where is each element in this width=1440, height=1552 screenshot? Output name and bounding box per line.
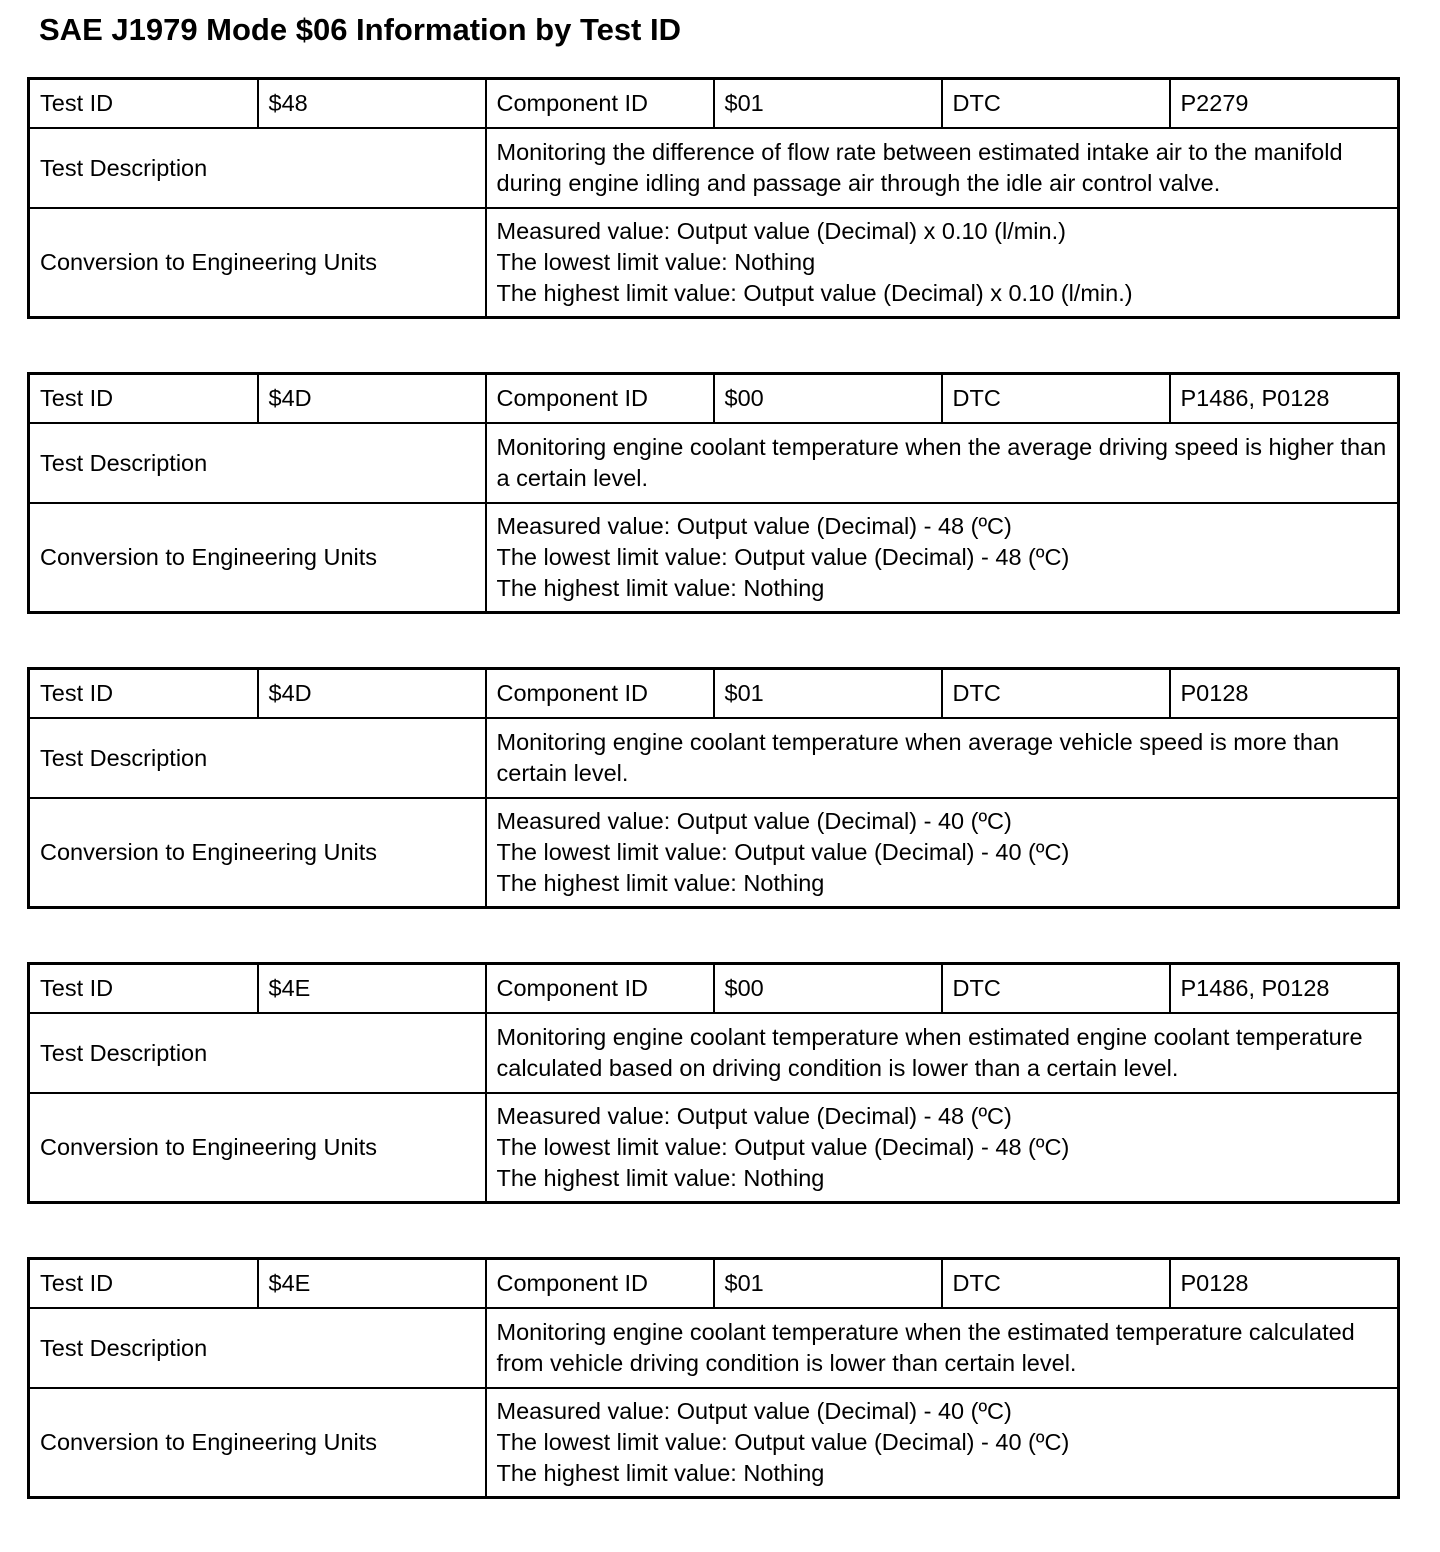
test-id-label: Test ID (29, 374, 258, 424)
id-row (29, 374, 1399, 424)
conversion-values (486, 798, 1399, 908)
measured-value: Measured value: Output value (Decimal) - 40 (ºC) (496, 808, 1012, 834)
id-row (29, 964, 1399, 1014)
test-id-table (27, 372, 1400, 614)
test-description-label: Test Description (29, 1013, 486, 1093)
conversion-row (29, 798, 1399, 908)
test-tables (27, 77, 1397, 1552)
conversion-label: Conversion to Engineering Units (29, 503, 486, 613)
conversion-values (486, 208, 1399, 318)
conversion-values (486, 1388, 1399, 1498)
test-id-table (27, 962, 1400, 1204)
highest-limit-value: The highest limit value: Nothing (496, 1165, 825, 1191)
lowest-limit-value: The lowest limit value: Nothing (496, 249, 816, 275)
test-id-value: $48 (258, 79, 486, 129)
highest-limit-value: The highest limit value: Nothing (496, 870, 825, 896)
component-id-label: Component ID (486, 1259, 714, 1309)
dtc-value: P1486, P0128 (1170, 374, 1399, 424)
description-row (29, 1013, 1399, 1093)
test-description-label: Test Description (29, 1308, 486, 1388)
test-id-table (27, 1257, 1400, 1499)
dtc-value: P0128 (1170, 669, 1399, 719)
conversion-label: Conversion to Engineering Units (29, 208, 486, 318)
description-row (29, 128, 1399, 208)
conversion-row (29, 1093, 1399, 1203)
test-id-value: $4D (258, 669, 486, 719)
test-description-label: Test Description (29, 128, 486, 208)
lowest-limit-value: The lowest limit value: Output value (Decimal) - 40 (ºC) (496, 1429, 1070, 1455)
component-id-value: $01 (714, 79, 942, 129)
dtc-label: DTC (942, 669, 1170, 719)
lowest-limit-value: The lowest limit value: Output value (Decimal) - 48 (ºC) (496, 544, 1070, 570)
id-row (29, 669, 1399, 719)
component-id-label: Component ID (486, 669, 714, 719)
page-title: SAE J1979 Mode $06 Information by Test ID (39, 12, 681, 47)
component-id-label: Component ID (486, 964, 714, 1014)
test-description-label: Test Description (29, 718, 486, 798)
component-id-value: $00 (714, 374, 942, 424)
dtc-value: P2279 (1170, 79, 1399, 129)
description-row (29, 1308, 1399, 1388)
test-description-value: Monitoring engine coolant temperature when estimated engine coolant temperature calculated based on driving condition is lower than a certain level. (486, 1013, 1399, 1093)
component-id-label: Component ID (486, 79, 714, 129)
measured-value: Measured value: Output value (Decimal) x 0.10 (l/min.) (496, 218, 1066, 244)
test-id-table (27, 667, 1400, 909)
test-description-value: Monitoring engine coolant temperature when the estimated temperature calculated from vehicle driving condition is lower than certain level. (486, 1308, 1399, 1388)
test-description-label: Test Description (29, 423, 486, 503)
component-id-value: $00 (714, 964, 942, 1014)
dtc-value: P0128 (1170, 1259, 1399, 1309)
conversion-row (29, 208, 1399, 318)
lowest-limit-value: The lowest limit value: Output value (Decimal) - 48 (ºC) (496, 1134, 1070, 1160)
conversion-values (486, 1093, 1399, 1203)
dtc-value: P1486, P0128 (1170, 964, 1399, 1014)
conversion-values (486, 503, 1399, 613)
test-id-label: Test ID (29, 669, 258, 719)
conversion-label: Conversion to Engineering Units (29, 798, 486, 908)
conversion-label: Conversion to Engineering Units (29, 1093, 486, 1203)
id-row (29, 79, 1399, 129)
dtc-label: DTC (942, 79, 1170, 129)
test-id-value: $4E (258, 1259, 486, 1309)
test-id-label: Test ID (29, 1259, 258, 1309)
conversion-row (29, 1388, 1399, 1498)
component-id-label: Component ID (486, 374, 714, 424)
test-id-value: $4D (258, 374, 486, 424)
highest-limit-value: The highest limit value: Output value (Decimal) x 0.10 (l/min.) (496, 280, 1133, 306)
test-description-value: Monitoring engine coolant temperature when average vehicle speed is more than certain level. (486, 718, 1399, 798)
measured-value: Measured value: Output value (Decimal) - 48 (ºC) (496, 1103, 1012, 1129)
test-id-table (27, 77, 1400, 319)
test-id-label: Test ID (29, 964, 258, 1014)
conversion-row (29, 503, 1399, 613)
measured-value: Measured value: Output value (Decimal) - 40 (ºC) (496, 1398, 1012, 1424)
dtc-label: DTC (942, 374, 1170, 424)
lowest-limit-value: The lowest limit value: Output value (Decimal) - 40 (ºC) (496, 839, 1070, 865)
test-description-value: Monitoring engine coolant temperature when the average driving speed is higher than a certain level. (486, 423, 1399, 503)
dtc-label: DTC (942, 1259, 1170, 1309)
component-id-value: $01 (714, 1259, 942, 1309)
conversion-label: Conversion to Engineering Units (29, 1388, 486, 1498)
measured-value: Measured value: Output value (Decimal) - 48 (ºC) (496, 513, 1012, 539)
description-row (29, 718, 1399, 798)
test-id-label: Test ID (29, 79, 258, 129)
test-description-value: Monitoring the difference of flow rate between estimated intake air to the manifold during engine idling and passage air through the idle air control valve. (486, 128, 1399, 208)
dtc-label: DTC (942, 964, 1170, 1014)
test-id-value: $4E (258, 964, 486, 1014)
component-id-value: $01 (714, 669, 942, 719)
id-row (29, 1259, 1399, 1309)
description-row (29, 423, 1399, 503)
highest-limit-value: The highest limit value: Nothing (496, 1460, 825, 1486)
highest-limit-value: The highest limit value: Nothing (496, 575, 825, 601)
